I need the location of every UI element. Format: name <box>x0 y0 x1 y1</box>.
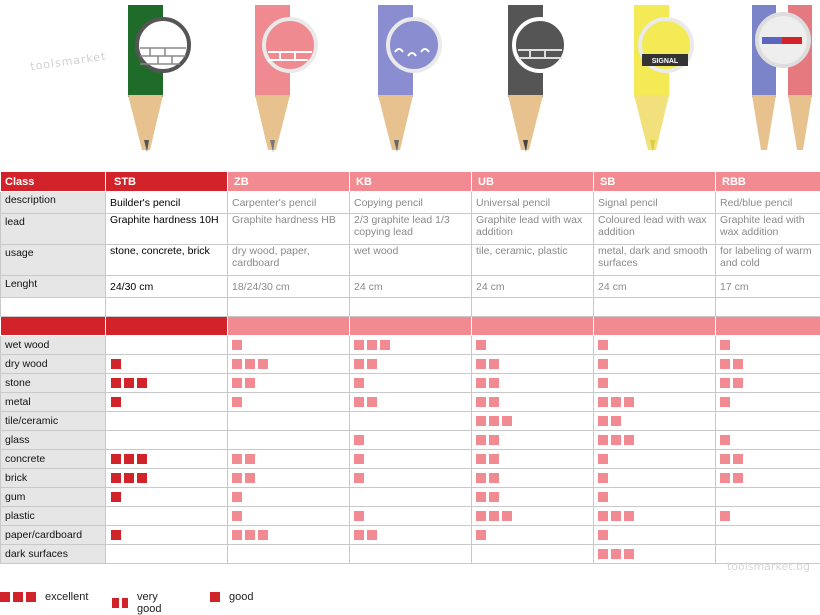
legend-item <box>210 591 253 603</box>
rating-square <box>720 359 730 369</box>
rating-cell <box>472 450 594 469</box>
material-row <box>1 545 820 564</box>
material-row <box>1 431 820 450</box>
comparison-table <box>0 171 820 564</box>
rating-square <box>489 359 499 369</box>
rating-cell <box>594 355 716 374</box>
column-header-stb: STB <box>106 172 228 192</box>
rating-square <box>598 454 608 464</box>
spec-cell: Graphite hardness 10H <box>106 214 228 245</box>
rating-square <box>124 378 134 388</box>
material-row <box>1 507 820 526</box>
rating-square <box>598 340 608 350</box>
rating-cell <box>472 469 594 488</box>
rating-square <box>611 416 621 426</box>
spec-cell: wet wood <box>350 245 472 276</box>
spec-cell: for labeling of warm and cold <box>716 245 820 276</box>
brick-wall-icon <box>137 19 189 71</box>
material-label: wet wood <box>1 336 106 355</box>
rating-square <box>232 378 242 388</box>
rating-square <box>354 511 364 521</box>
rating-cell <box>472 545 594 564</box>
rating-cell <box>350 412 472 431</box>
rating-square <box>598 473 608 483</box>
rating-square <box>111 530 121 540</box>
rating-cell <box>228 507 350 526</box>
rating-square <box>111 378 121 388</box>
rating-square <box>245 359 255 369</box>
spacer-cell <box>716 298 820 317</box>
spec-row <box>1 214 820 245</box>
spec-cell: tile, ceramic, plastic <box>472 245 594 276</box>
legend-square <box>0 592 10 602</box>
rating-cell <box>350 469 472 488</box>
rating-band <box>1 317 820 336</box>
rating-cell <box>350 450 472 469</box>
rating-cell <box>472 393 594 412</box>
rating-square <box>720 511 730 521</box>
pencil-stb <box>128 5 189 152</box>
rating-square <box>598 435 608 445</box>
spec-cell: Graphite lead with wax addition <box>716 214 820 245</box>
rating-cell <box>228 393 350 412</box>
band-cell <box>594 317 716 336</box>
spacer-cell <box>350 298 472 317</box>
rating-cell <box>228 545 350 564</box>
rating-square <box>502 416 512 426</box>
rating-square <box>502 511 512 521</box>
legend-square <box>112 598 119 608</box>
rating-cell <box>228 431 350 450</box>
rating-square <box>489 378 499 388</box>
material-row <box>1 526 820 545</box>
rating-cell <box>106 393 228 412</box>
rating-cell <box>716 450 820 469</box>
rating-cell <box>106 488 228 507</box>
spec-cell: 24/30 cm <box>106 276 228 298</box>
column-header-zb: ZB <box>228 172 350 192</box>
material-label: brick <box>1 469 106 488</box>
rating-square <box>111 492 121 502</box>
rating-cell <box>472 412 594 431</box>
rating-cell <box>472 336 594 355</box>
legend-label: good <box>229 591 253 603</box>
rating-cell <box>716 412 820 431</box>
rating-cell <box>228 450 350 469</box>
rating-square <box>245 378 255 388</box>
rating-square <box>489 492 499 502</box>
rating-square <box>598 530 608 540</box>
rating-square <box>476 359 486 369</box>
rating-cell <box>228 336 350 355</box>
rating-square <box>598 397 608 407</box>
spec-label: usage <box>1 245 106 276</box>
rating-square <box>245 473 255 483</box>
band-cell <box>106 317 228 336</box>
rating-cell <box>228 355 350 374</box>
rating-square <box>124 473 134 483</box>
material-label: gum <box>1 488 106 507</box>
rating-square <box>137 454 147 464</box>
pencil-ub <box>508 5 566 152</box>
material-label: stone <box>1 374 106 393</box>
rating-cell <box>472 355 594 374</box>
pencil-rbb <box>752 5 812 150</box>
spacer-cell <box>1 298 106 317</box>
band-cell <box>716 317 820 336</box>
rating-square <box>354 454 364 464</box>
rating-square <box>733 454 743 464</box>
rating-cell <box>228 526 350 545</box>
rating-square <box>733 359 743 369</box>
material-row <box>1 412 820 431</box>
spec-cell: dry wood, paper, cardboard <box>228 245 350 276</box>
pencil-zb <box>255 5 316 152</box>
spec-cell: Universal pencil <box>472 192 594 214</box>
rating-square <box>354 359 364 369</box>
rating-square <box>111 397 121 407</box>
rating-cell <box>594 393 716 412</box>
rating-cell <box>716 507 820 526</box>
pencil-kb <box>378 5 440 152</box>
legend-item <box>0 591 88 603</box>
rating-square <box>611 511 621 521</box>
rating-cell <box>350 336 472 355</box>
rating-cell <box>472 488 594 507</box>
material-row <box>1 469 820 488</box>
spacer-cell <box>472 298 594 317</box>
spec-label: Lenght <box>1 276 106 298</box>
material-label: dark surfaces <box>1 545 106 564</box>
spec-cell: 2/3 graphite lead 1/3 copying lead <box>350 214 472 245</box>
rating-square <box>354 530 364 540</box>
rating-square <box>232 340 242 350</box>
rating-cell <box>350 507 472 526</box>
rating-square <box>611 397 621 407</box>
rating-cell <box>472 374 594 393</box>
rating-square <box>489 473 499 483</box>
column-header-sb: SB <box>594 172 716 192</box>
column-header-rbb: RBB <box>716 172 820 192</box>
rating-square <box>476 530 486 540</box>
rating-square <box>598 549 608 559</box>
rating-cell <box>350 393 472 412</box>
rating-square <box>598 511 608 521</box>
rating-cell <box>350 526 472 545</box>
rating-square <box>720 454 730 464</box>
rating-square <box>111 454 121 464</box>
rating-square <box>598 359 608 369</box>
spec-cell: Builder's pencil <box>106 192 228 214</box>
spec-cell: Graphite hardness HB <box>228 214 350 245</box>
spec-cell: Graphite lead with wax addition <box>472 214 594 245</box>
spec-cell: 17 cm <box>716 276 820 298</box>
spec-row <box>1 245 820 276</box>
rating-square <box>367 530 377 540</box>
rating-square <box>111 473 121 483</box>
material-row <box>1 488 820 507</box>
rating-square <box>354 473 364 483</box>
wet-surface-icon <box>388 19 440 71</box>
rating-cell <box>106 507 228 526</box>
material-row <box>1 393 820 412</box>
legend-label: very good <box>137 591 168 615</box>
rating-cell <box>594 450 716 469</box>
rating-square <box>245 530 255 540</box>
rating-square <box>367 340 377 350</box>
legend-square <box>13 592 23 602</box>
rating-square <box>720 378 730 388</box>
spec-label: lead <box>1 214 106 245</box>
material-label: glass <box>1 431 106 450</box>
pencils-illustration <box>0 0 820 170</box>
spec-row <box>1 192 820 214</box>
rating-cell <box>716 469 820 488</box>
rating-cell <box>472 526 594 545</box>
rating-square <box>476 378 486 388</box>
band-cell <box>228 317 350 336</box>
rating-square <box>489 511 499 521</box>
watermark-left: toolsmarket <box>29 50 107 74</box>
material-label: concrete <box>1 450 106 469</box>
spec-cell: 24 cm <box>594 276 716 298</box>
rating-square <box>258 359 268 369</box>
rating-square <box>354 435 364 445</box>
rating-cell <box>594 336 716 355</box>
pencil-sb <box>634 5 692 152</box>
rating-square <box>245 454 255 464</box>
rating-cell <box>472 507 594 526</box>
rating-cell <box>594 412 716 431</box>
rating-square <box>489 435 499 445</box>
rating-cell <box>472 431 594 450</box>
material-row <box>1 374 820 393</box>
rating-square <box>476 416 486 426</box>
legend-square <box>26 592 36 602</box>
rating-cell <box>594 507 716 526</box>
rating-cell <box>594 488 716 507</box>
material-label: tile/ceramic <box>1 412 106 431</box>
rating-square <box>624 397 634 407</box>
class-header: Class <box>1 172 106 192</box>
brick-wood-icon <box>514 19 566 71</box>
spec-cell: metal, dark and smooth surfaces <box>594 245 716 276</box>
rating-square <box>367 359 377 369</box>
spec-row <box>1 276 820 298</box>
wood-brick-icon <box>264 19 316 71</box>
rating-square <box>624 435 634 445</box>
rating-square <box>367 397 377 407</box>
rating-square <box>733 473 743 483</box>
rating-square <box>354 340 364 350</box>
band-cell <box>1 317 106 336</box>
spacer-cell <box>106 298 228 317</box>
spec-cell: Signal pencil <box>594 192 716 214</box>
rating-square <box>232 454 242 464</box>
rating-cell <box>594 431 716 450</box>
band-cell <box>350 317 472 336</box>
spec-cell: stone, concrete, brick <box>106 245 228 276</box>
rating-square <box>598 416 608 426</box>
rating-square <box>476 340 486 350</box>
spec-cell: Copying pencil <box>350 192 472 214</box>
legend-square <box>210 592 220 602</box>
spacer-cell <box>594 298 716 317</box>
rating-cell <box>106 431 228 450</box>
rating-square <box>624 549 634 559</box>
material-row <box>1 355 820 374</box>
rating-square <box>476 435 486 445</box>
rating-square <box>720 340 730 350</box>
rating-square <box>611 435 621 445</box>
legend-item <box>112 591 168 615</box>
rating-cell <box>106 336 228 355</box>
column-header-ub: UB <box>472 172 594 192</box>
rating-square <box>476 454 486 464</box>
column-header-kb: KB <box>350 172 472 192</box>
rating-square <box>258 530 268 540</box>
rating-square <box>489 416 499 426</box>
spec-cell: 24 cm <box>350 276 472 298</box>
rating-square <box>232 473 242 483</box>
rating-cell <box>106 526 228 545</box>
rating-square <box>354 378 364 388</box>
rating-square <box>232 492 242 502</box>
rating-cell <box>106 355 228 374</box>
rating-cell <box>716 488 820 507</box>
rating-square <box>232 511 242 521</box>
rating-cell <box>350 545 472 564</box>
rating-cell <box>716 393 820 412</box>
rating-cell <box>106 412 228 431</box>
rating-square <box>598 492 608 502</box>
watermark-bottom: toolsmarket.bg <box>727 560 810 573</box>
rating-square <box>354 397 364 407</box>
rating-cell <box>350 355 472 374</box>
legend-square <box>122 598 129 608</box>
rating-square <box>598 378 608 388</box>
rating-cell <box>350 374 472 393</box>
rating-square <box>137 378 147 388</box>
rating-cell <box>716 526 820 545</box>
rating-cell <box>716 355 820 374</box>
rating-square <box>232 530 242 540</box>
band-cell <box>472 317 594 336</box>
rating-cell <box>594 469 716 488</box>
rating-square <box>476 492 486 502</box>
rating-cell <box>106 469 228 488</box>
rating-cell <box>594 374 716 393</box>
spec-cell: Red/blue pencil <box>716 192 820 214</box>
rating-cell <box>716 374 820 393</box>
rating-cell <box>228 412 350 431</box>
rating-square <box>720 473 730 483</box>
material-row <box>1 450 820 469</box>
material-label: paper/cardboard <box>1 526 106 545</box>
rating-cell <box>228 488 350 507</box>
rating-square <box>232 397 242 407</box>
rating-square <box>232 359 242 369</box>
rating-cell <box>106 545 228 564</box>
rating-cell <box>106 374 228 393</box>
rating-cell <box>594 526 716 545</box>
rating-square <box>137 473 147 483</box>
rating-square <box>611 549 621 559</box>
spec-cell: Carpenter's pencil <box>228 192 350 214</box>
rating-cell <box>228 469 350 488</box>
rating-cell <box>106 450 228 469</box>
header-row <box>1 172 820 192</box>
signal-icon-label: SIGNAL <box>652 58 679 65</box>
rating-square <box>476 473 486 483</box>
material-label: metal <box>1 393 106 412</box>
rating-square <box>380 340 390 350</box>
spacer-cell <box>228 298 350 317</box>
rating-square <box>489 397 499 407</box>
rating-square <box>720 397 730 407</box>
rating-cell <box>716 336 820 355</box>
rating-square <box>733 378 743 388</box>
rating-square <box>124 454 134 464</box>
rating-cell <box>350 431 472 450</box>
rating-cell <box>716 431 820 450</box>
rating-square <box>624 511 634 521</box>
rating-cell <box>228 374 350 393</box>
rating-cell <box>594 545 716 564</box>
spec-label: description <box>1 192 106 214</box>
rating-square <box>720 435 730 445</box>
material-row <box>1 336 820 355</box>
material-label: dry wood <box>1 355 106 374</box>
material-label: plastic <box>1 507 106 526</box>
rating-square <box>489 454 499 464</box>
spacer-row <box>1 298 820 317</box>
rating-square <box>476 511 486 521</box>
rating-square <box>476 397 486 407</box>
rating-cell <box>350 488 472 507</box>
rating-square <box>111 359 121 369</box>
spec-cell: 24 cm <box>472 276 594 298</box>
spec-cell: Coloured lead with wax addition <box>594 214 716 245</box>
legend-label: excellent <box>45 591 88 603</box>
spec-cell: 18/24/30 cm <box>228 276 350 298</box>
